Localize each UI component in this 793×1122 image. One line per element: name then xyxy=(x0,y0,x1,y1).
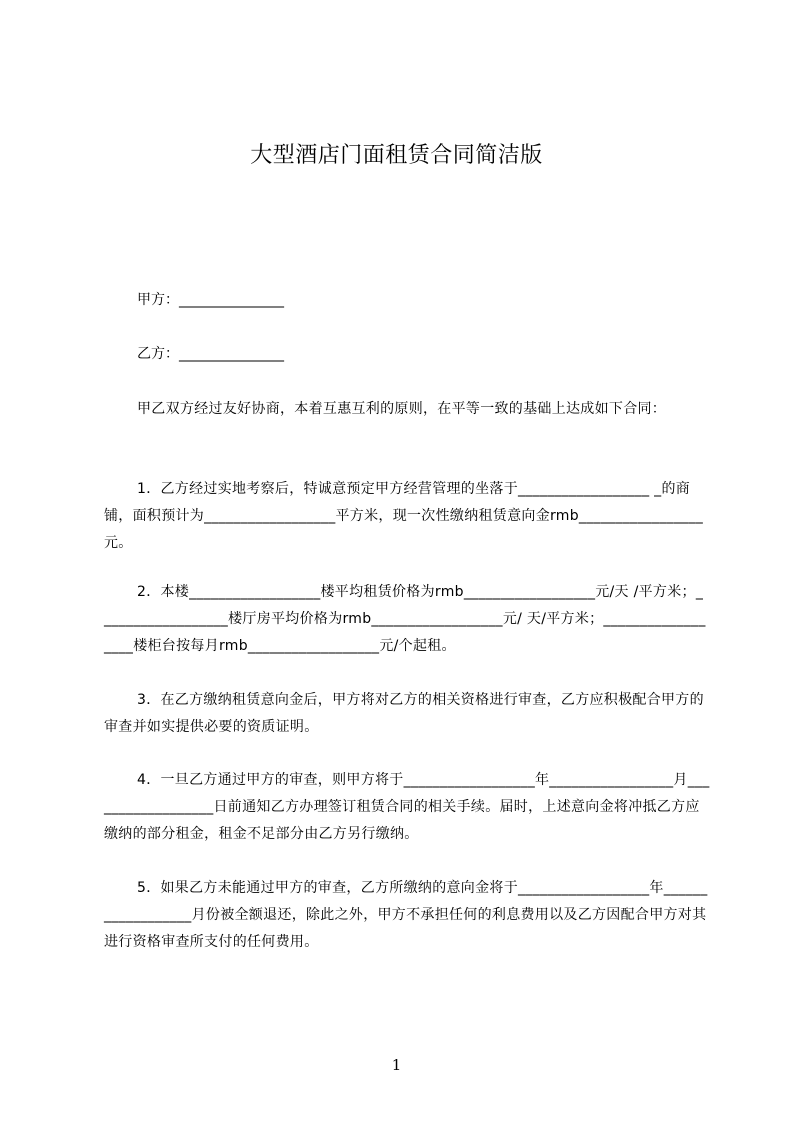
clause-3: 3．在乙方缴纳租赁意向金后，甲方将对乙方的相关资格进行审查，乙方应积极配合甲方的审查并如实提供必要的资质证明。 xyxy=(104,692,704,735)
clause-1: 1．乙方经过实地考察后，特诚意预定甲方经营管理的坐落于__________________ _的商铺，面积预计为__________________平方米，现一次性缴纳租赁意向金rmb_________________元。 xyxy=(104,481,704,551)
clause-4: 4．一旦乙方通过甲方的审查，则甲方将于__________________年_________________月__________________日前通知乙方办理签订租赁合同的相关手续。届时，上述意向金将冲抵乙方应缴纳的部分租金，租金不足部分由乙方另行缴纳。 xyxy=(104,772,710,842)
party-b-line: 乙方：_______________ xyxy=(137,346,284,362)
page-number: 1 xyxy=(391,1056,402,1074)
clause-5: 5．如果乙方未能通过甲方的审查，乙方所缴纳的意向金将于__________________年__________________月份被全额退还，除此之外，甲方不承担任何的利息费用以及乙方因配合甲方对其进行资格审查所支付的任何费用。 xyxy=(104,880,708,950)
intro-paragraph: 甲乙双方经过友好协商，本着互惠互利的原则，在平等一致的基础上达成如下合同： xyxy=(137,401,667,417)
clause-2: 2．本楼__________________楼平均租赁价格为rmb__________________元/天 /平方米；__________________楼厅房平均价格为rmb__________________元/ 天/平方米；__________________楼柜台按每月rmb__________________元/个起租。 xyxy=(104,584,706,654)
document-title: 大型酒店门面租赁合同简洁版 xyxy=(250,143,543,168)
party-a-line: 甲方：_______________ xyxy=(137,292,284,308)
